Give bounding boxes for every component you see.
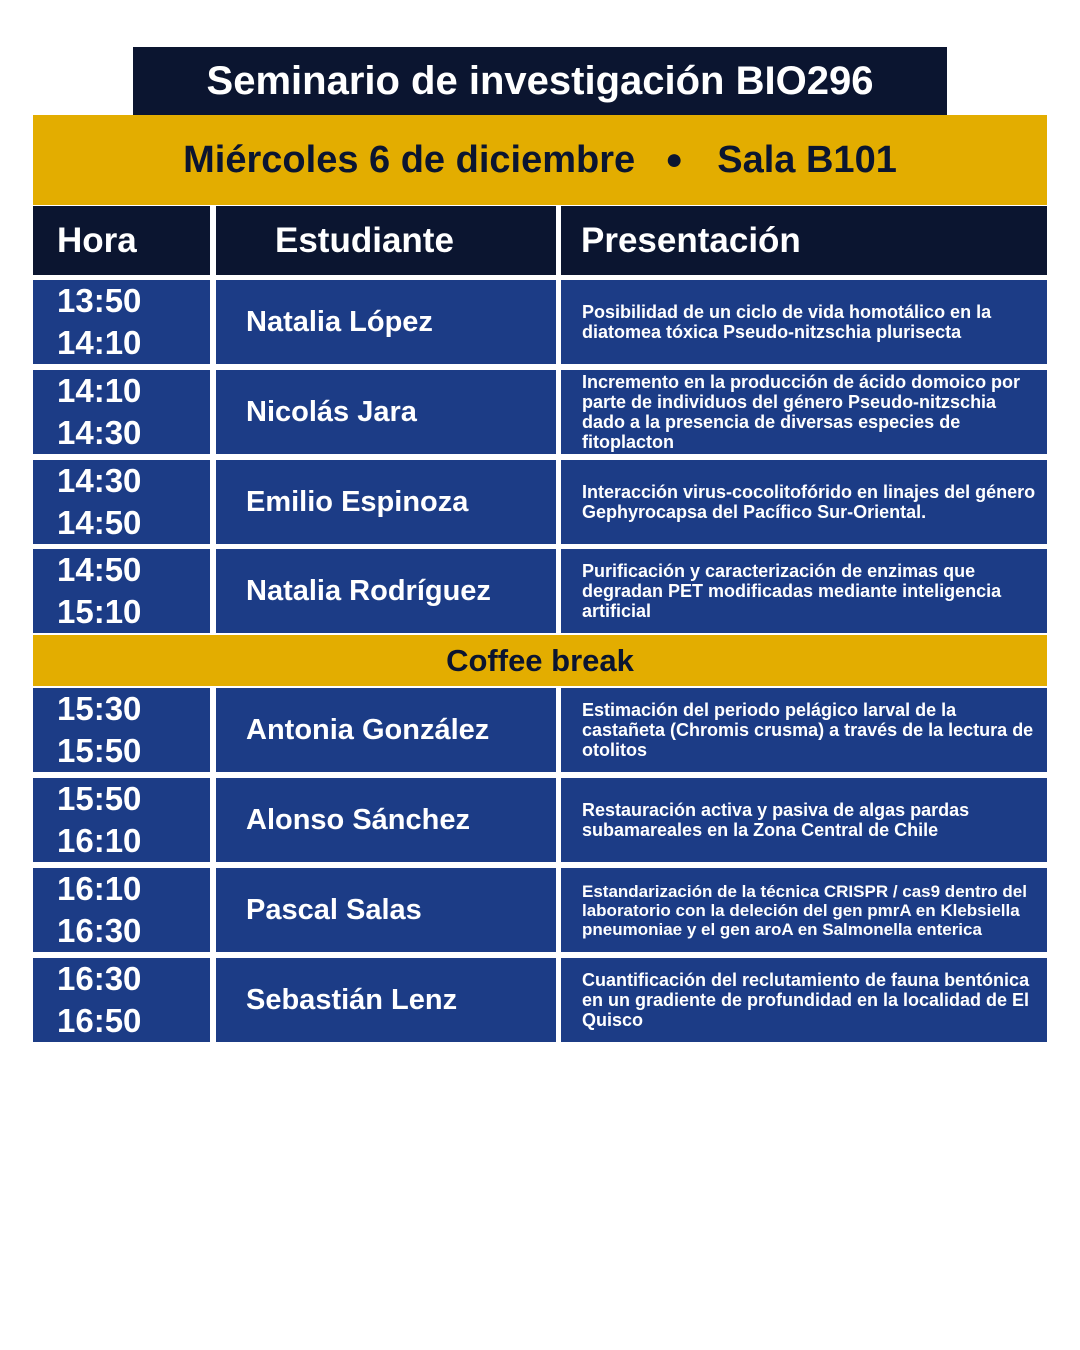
end-time: 16:30 [57,912,142,949]
table-row-time [33,370,210,454]
end-time: 14:50 [57,504,142,541]
header-hora: Hora [33,206,210,275]
table-row-time [33,280,210,364]
separator-dot: ● [665,143,684,176]
presentation-title: Cuantificación del reclutamiento de fauna bentónica en un gradiente de profundidad en la localidad de El Quisco [561,958,1047,1042]
student-name: Sebastián Lenz [216,958,556,1042]
student-name: Emilio Espinoza [216,460,556,544]
start-time: 14:50 [57,551,142,588]
presentation-title: Incremento en la producción de ácido domoico por parte de individuos del género Pseudo-nitzschia dado a la presencia de diversas especies de fitoplacton [561,370,1047,454]
start-time: 16:10 [57,870,142,907]
presentation-title: Estandarización de la técnica CRISPR / cas9 dentro del laboratorio con la deleción del gen pmrA en Klebsiella pneumoniae y el gen aroA en Salmonella enterica [561,868,1047,952]
header-presentacion: Presentación [561,206,1047,275]
start-time: 15:50 [57,780,142,817]
start-time: 16:30 [57,960,142,997]
student-name: Antonia González [216,688,556,772]
header-estudiante: Estudiante [216,206,556,275]
event-room: Sala B101 [717,138,897,181]
table-row-time [33,460,210,544]
coffee-break-bar: Coffee break [33,635,1047,686]
end-time: 16:50 [57,1002,142,1039]
student-name: Nicolás Jara [216,370,556,454]
start-time: 13:50 [57,282,142,319]
student-name: Natalia López [216,280,556,364]
start-time: 15:30 [57,690,142,727]
presentation-title: Estimación del periodo pelágico larval de la castañeta (Chromis crusma) a través de la lectura de otolitos [561,688,1047,772]
date-room-bar [33,115,1047,205]
student-name: Natalia Rodríguez [216,549,556,633]
page-title: Seminario de investigación BIO296 [133,47,947,115]
end-time: 14:30 [57,414,142,451]
presentation-title: Posibilidad de un ciclo de vida homotálico en la diatomea tóxica Pseudo-nitzschia plurisecta [561,280,1047,364]
start-time: 14:30 [57,462,142,499]
table-row-time [33,688,210,772]
table-row-time [33,868,210,952]
presentation-title: Interacción virus-cocolitofórido en linajes del género Gephyrocapsa del Pacífico Sur-Oriental. [561,460,1047,544]
table-row-time [33,958,210,1042]
presentation-title: Restauración activa y pasiva de algas pardas subamareales en la Zona Central de Chile [561,778,1047,862]
end-time: 15:50 [57,732,142,769]
presentation-title: Purificación y caracterización de enzimas que degradan PET modificadas mediante inteligencia artificial [561,549,1047,633]
table-row-time [33,778,210,862]
end-time: 16:10 [57,822,142,859]
student-name: Alonso Sánchez [216,778,556,862]
table-row-time [33,549,210,633]
start-time: 14:10 [57,372,142,409]
end-time: 15:10 [57,593,142,630]
student-name: Pascal Salas [216,868,556,952]
end-time: 14:10 [57,324,142,361]
event-date: Miércoles 6 de diciembre [183,138,636,181]
